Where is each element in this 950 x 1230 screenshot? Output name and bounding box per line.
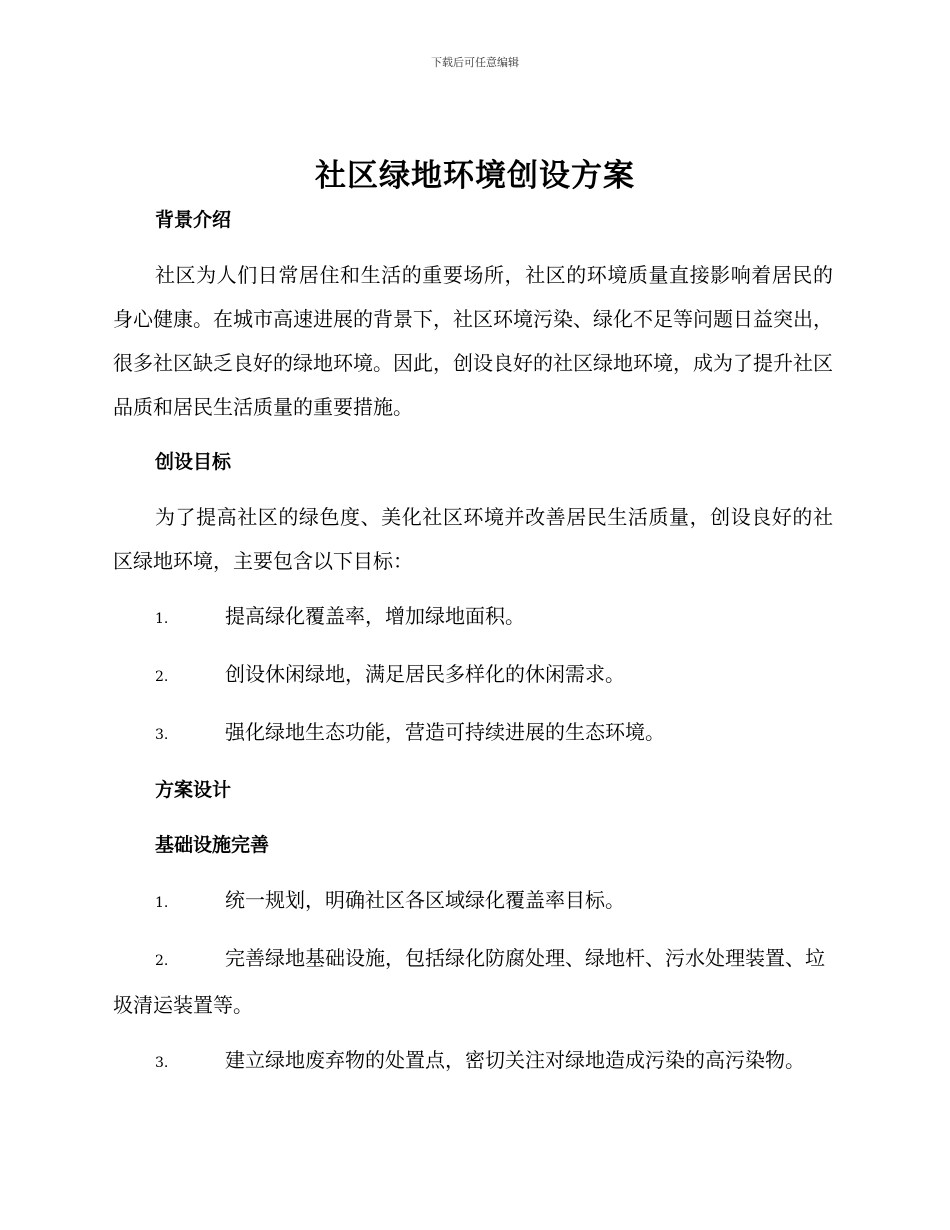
list-number: 1.	[155, 611, 169, 627]
list-item	[113, 1038, 833, 1085]
document-body	[113, 198, 833, 1096]
list-number: 3.	[155, 1055, 169, 1071]
list-item	[113, 710, 833, 757]
list-number: 1.	[155, 895, 169, 911]
section-heading-design: 方案设计	[155, 779, 232, 801]
list-item	[113, 652, 833, 699]
list-text: 统一规划，明确社区各区域绿化覆盖率目标。	[225, 888, 625, 912]
list-item	[113, 878, 833, 925]
list-text: 强化绿地生态功能，营造可持续进展的生态环境。	[225, 720, 665, 744]
list-number: 2.	[155, 953, 169, 969]
list-number: 2.	[155, 669, 169, 685]
section-heading-background: 背景介绍	[155, 209, 232, 231]
paragraph-goals: 为了提高社区的绿色度、美化社区环境并改善居民生活质量，创设良好的社区绿地环境，主要包含以下目标：	[113, 505, 833, 573]
document-title: 社区绿地环境创设方案	[315, 158, 635, 194]
paragraph-background: 社区为人们日常居住和生活的重要场所，社区的环境质量直接影响着居民的身心健康。在城市高速进展的背景下，社区环境污染、绿化不足等问题日益突出，很多社区缺乏良好的绿地环境。因此，创设良好的社区绿地环境，成为了提升社区品质和居民生活质量的重要措施。	[113, 263, 833, 419]
list-text: 创设休闲绿地，满足居民多样化的休闲需求。	[225, 662, 625, 686]
list-text: 提高绿化覆盖率，增加绿地面积。	[225, 604, 525, 628]
header-note: 下载后可任意编辑	[431, 56, 519, 69]
section-heading-goals: 创设目标	[155, 451, 232, 473]
list-text: 建立绿地废弃物的处置点，密切关注对绿地造成污染的高污染物。	[225, 1048, 805, 1072]
list-item	[113, 594, 833, 641]
list-text: 完善绿地基础设施，包括绿化防腐处理、绿地杆、污水处理装置、垃圾清运装置等。	[113, 946, 825, 1017]
list-number: 3.	[155, 727, 169, 743]
subsection-heading-infrastructure: 基础设施完善	[155, 834, 270, 856]
list-item	[113, 936, 833, 1027]
